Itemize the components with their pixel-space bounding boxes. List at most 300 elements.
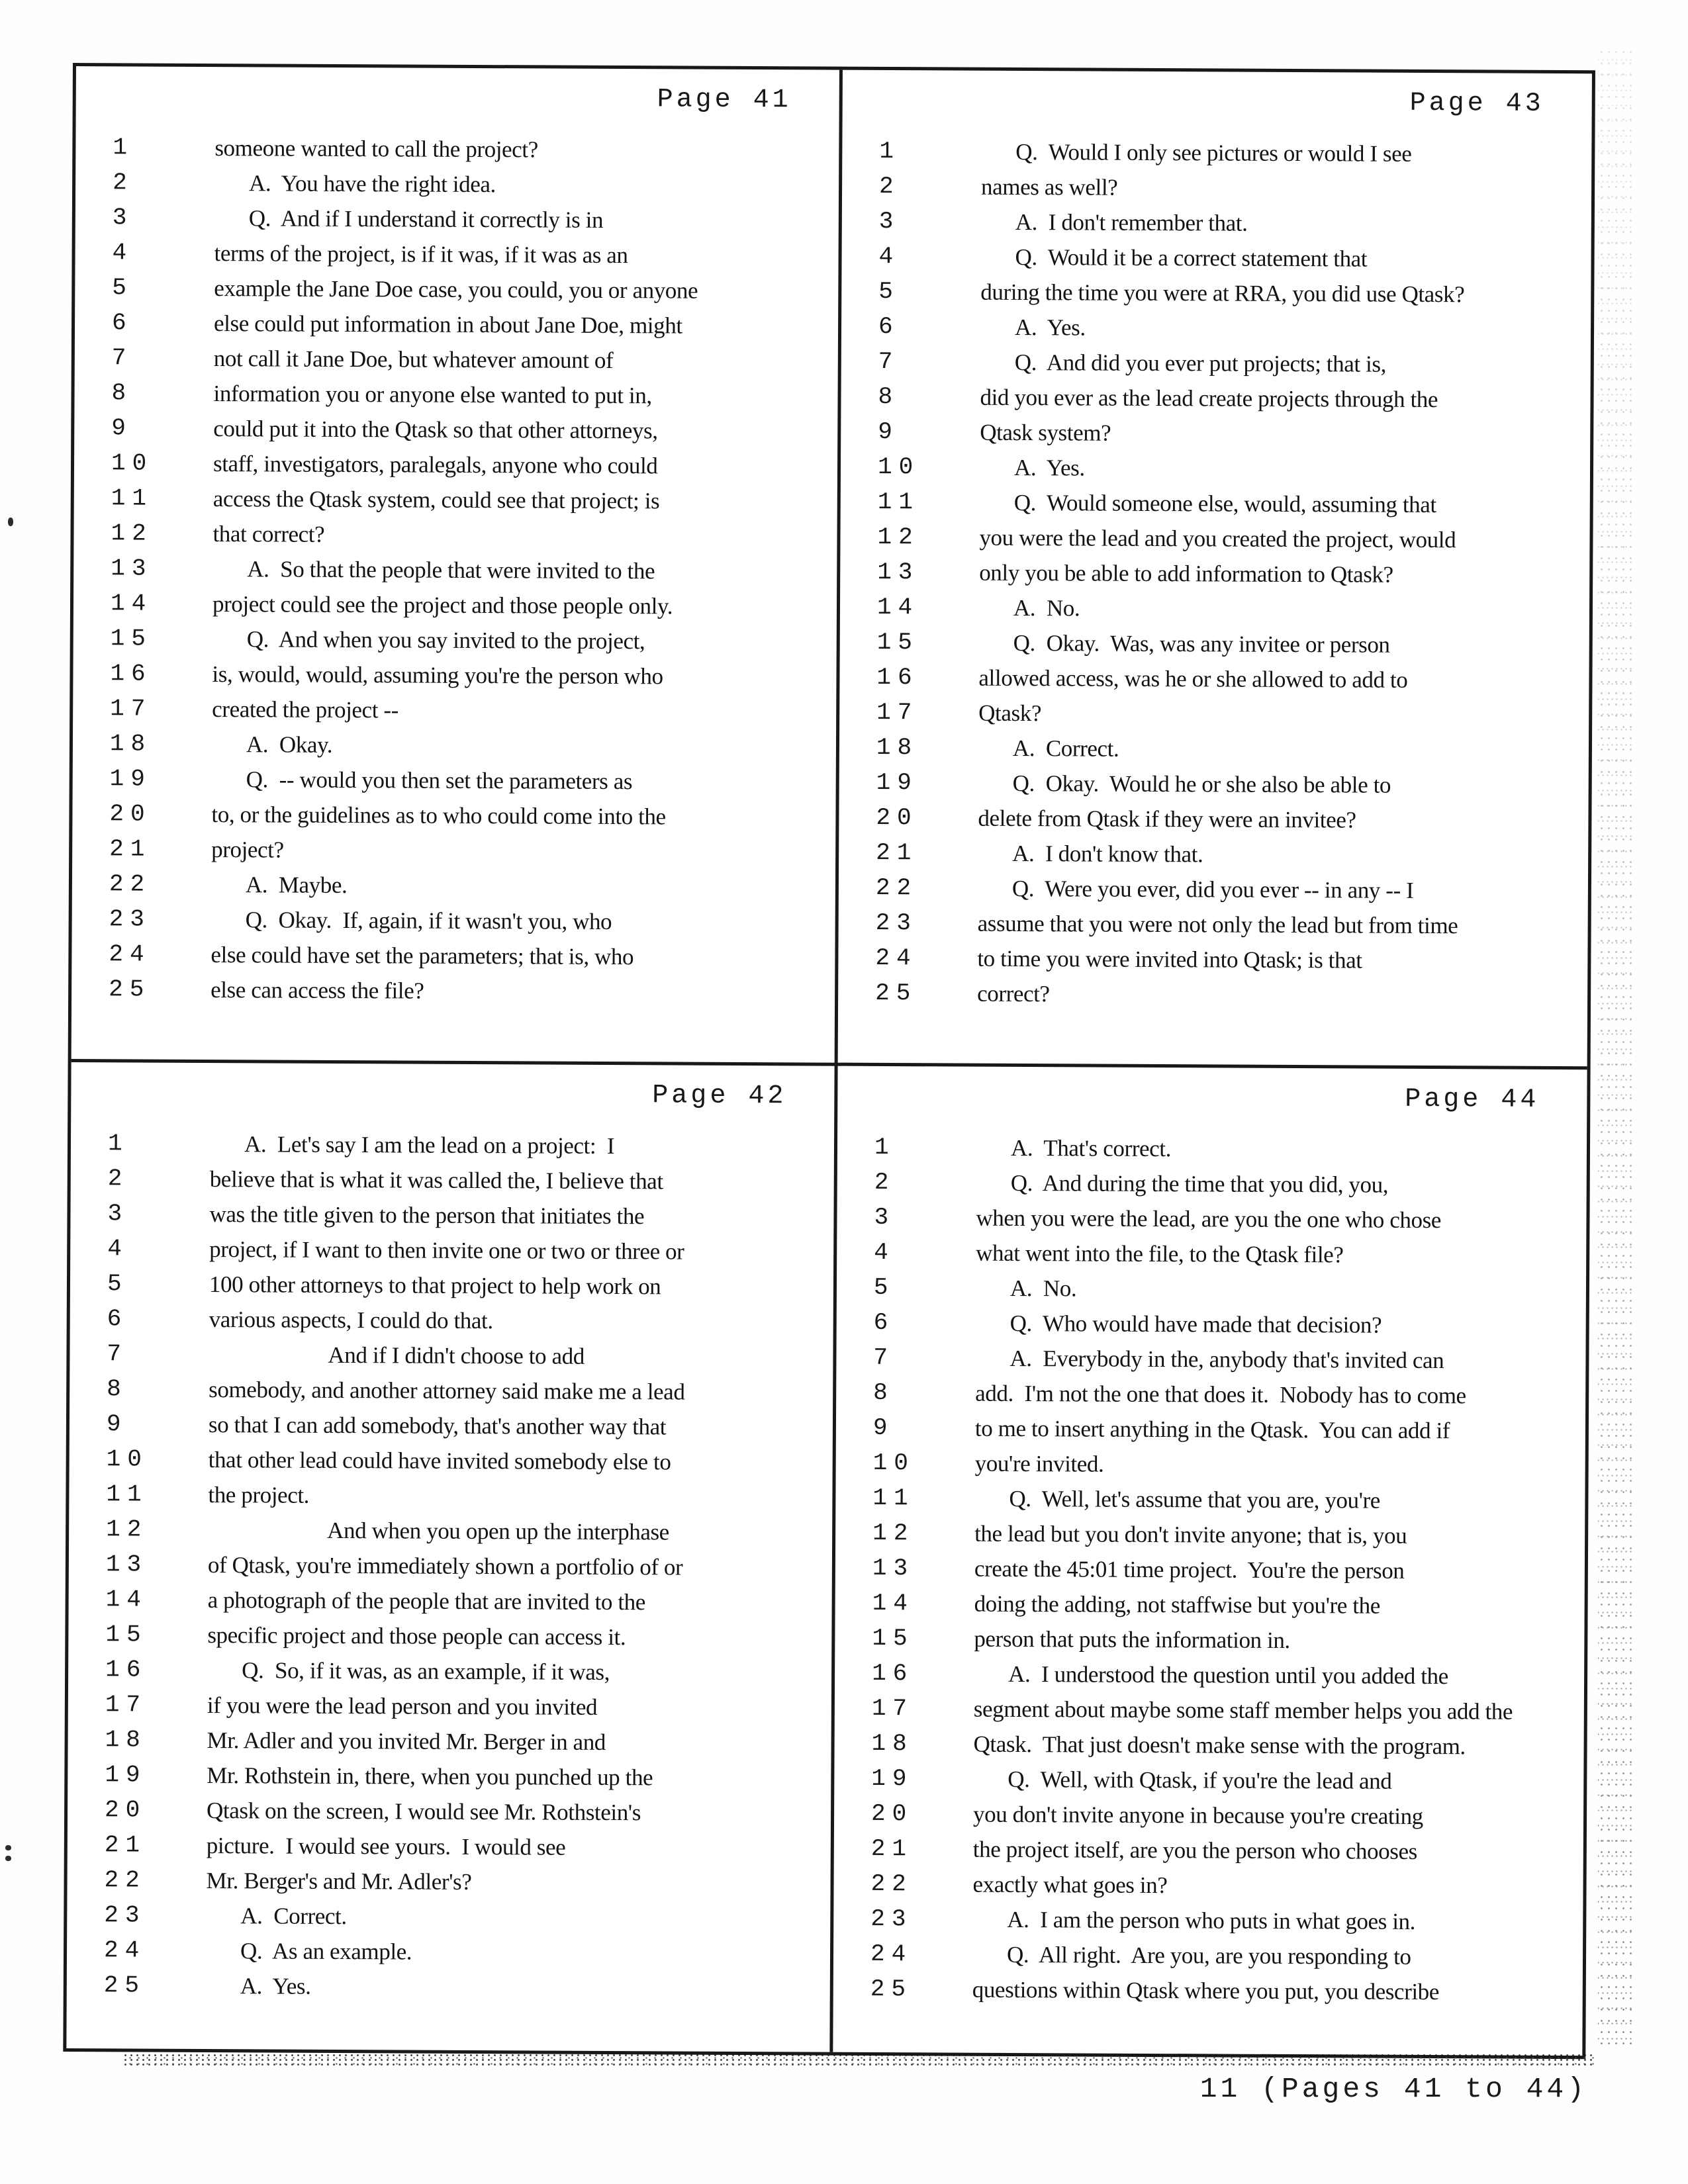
transcript-line — [837, 1235, 1586, 1274]
line-text: And if I didn't choose to add — [328, 1342, 585, 1369]
line-text: A. You have the right idea. — [249, 170, 496, 198]
line-text: A. Let's say I am the lead on a project: I — [244, 1131, 615, 1160]
line-text: you don't invite anyone in because you're creating — [972, 1801, 1423, 1829]
line-text: so that I can add somebody, that's another way that — [208, 1412, 667, 1440]
page-43-label: Page 43 — [1409, 88, 1544, 119]
line-number: 9 — [111, 414, 133, 442]
line-number: 19 — [105, 1761, 147, 1789]
line-text: A. Yes. — [1013, 454, 1085, 481]
line-text: add. I'm not the one that does it. Nobody has to come — [975, 1380, 1466, 1409]
line-text: person that puts the information in. — [974, 1625, 1290, 1654]
transcript-line — [70, 1266, 833, 1305]
line-text: information you or anyone else wanted to put in, — [213, 381, 652, 409]
transcript-line — [836, 1445, 1585, 1484]
line-number: 5 — [107, 1270, 128, 1298]
transcript-line — [70, 1441, 833, 1480]
transcript-line — [72, 901, 835, 940]
line-number: 2 — [107, 1165, 129, 1193]
line-text: when you were the lead, are you the one who chose — [976, 1205, 1442, 1234]
line-text: access the Qtask system, could see that project; is — [212, 486, 660, 514]
transcript-line — [839, 835, 1588, 874]
line-text: that other lead could have invited somebody else to — [208, 1447, 671, 1475]
transcript-line — [69, 1512, 832, 1551]
page-41-label: Page 41 — [657, 85, 792, 116]
line-text: what went into the file, to the Qtask file? — [976, 1240, 1344, 1268]
line-text: Q. As an example. — [240, 1938, 412, 1965]
transcript-line — [836, 1410, 1585, 1449]
line-number: 25 — [109, 976, 151, 1003]
line-number: 6 — [111, 309, 133, 337]
line-number: 7 — [873, 1343, 895, 1372]
line-number: 23 — [104, 1901, 146, 1929]
line-number: 2 — [879, 172, 900, 201]
transcript-line — [68, 1687, 831, 1726]
line-number: 8 — [878, 383, 900, 411]
transcript-line — [834, 1796, 1583, 1835]
transcript-line — [73, 691, 836, 730]
transcript-line — [75, 340, 838, 379]
line-number: 13 — [877, 558, 919, 586]
line-text: allowed access, was he or she allowed to add to — [978, 664, 1408, 693]
line-number: 24 — [109, 940, 151, 968]
scan-noise-right-edge — [1598, 46, 1632, 2045]
transcript-line — [834, 1761, 1583, 1800]
transcript-line — [840, 520, 1589, 559]
line-text: A. Yes. — [240, 1973, 311, 1999]
line-text: project could see the project and those people only. — [212, 591, 673, 619]
transcript-line — [833, 1936, 1583, 1976]
line-number: 12 — [106, 1516, 148, 1543]
line-text: if you were the lead person and you invited — [207, 1692, 598, 1720]
scan-speck — [5, 1845, 11, 1850]
line-number: 19 — [876, 768, 919, 797]
line-number: 10 — [872, 1449, 915, 1477]
line-text: to, or the guidelines as to who could come into the — [211, 801, 666, 830]
transcript-line — [75, 305, 838, 344]
transcript-line — [74, 445, 837, 484]
line-text: delete from Qtask if they were an invitee? — [978, 805, 1356, 833]
transcript-frame — [63, 63, 1595, 2059]
line-number: 25 — [870, 1975, 913, 2003]
line-number: 14 — [105, 1586, 148, 1614]
transcript-line — [72, 866, 835, 905]
line-text: believe that is what it was called the, I believe that — [209, 1166, 663, 1195]
line-number: 4 — [874, 1238, 895, 1267]
line-text: A. So that the people that were invited to the — [247, 556, 655, 584]
line-text: A. No. — [1009, 1275, 1077, 1302]
line-text: A. I don't remember that. — [1015, 208, 1248, 236]
transcript-line — [835, 1480, 1585, 1520]
transcript-line — [839, 870, 1588, 909]
line-number: 3 — [112, 204, 134, 232]
line-number: 20 — [109, 800, 152, 828]
transcript-line — [68, 1722, 831, 1761]
line-number: 20 — [105, 1796, 147, 1824]
page-43-panel — [838, 70, 1592, 1067]
transcript-line — [67, 1897, 830, 1936]
line-text: Q. Were you ever, did you ever -- in any -- I — [1011, 875, 1414, 903]
line-text: specific project and those people can access it. — [207, 1622, 626, 1651]
line-text: Mr. Berger's and Mr. Adler's? — [206, 1868, 472, 1895]
transcript-line — [73, 516, 837, 555]
line-number: 11 — [877, 488, 920, 516]
transcript-line — [68, 1827, 831, 1866]
line-number: 22 — [875, 874, 918, 902]
transcript-line — [841, 274, 1591, 313]
line-text: else could put information in about Jane Doe, might — [213, 310, 682, 339]
line-number: 6 — [878, 312, 900, 341]
line-number: 12 — [877, 523, 919, 551]
line-text: not call it Jane Doe, but whatever amount of — [213, 345, 614, 373]
line-text: names as well? — [981, 173, 1118, 201]
line-number: 15 — [110, 625, 153, 653]
line-number: 22 — [104, 1866, 146, 1894]
line-number: 15 — [105, 1621, 148, 1649]
line-number: 1 — [113, 134, 134, 161]
line-text: questions within Qtask where you put, you describe — [972, 1976, 1440, 2005]
transcript-line — [837, 1200, 1586, 1239]
line-number: 1 — [107, 1130, 129, 1158]
line-number: 14 — [110, 590, 153, 617]
line-text: staff, investigators, paralegals, anyone who could — [212, 451, 658, 479]
transcript-line — [75, 130, 839, 169]
transcript-line — [67, 1968, 830, 2007]
line-text: else can access the file? — [211, 977, 424, 1004]
line-number: 7 — [111, 344, 133, 372]
transcript-line — [840, 625, 1589, 664]
transcript-line — [74, 410, 837, 449]
line-text: A. I am the person who puts in what goes in. — [1007, 1906, 1416, 1934]
transcript-line — [75, 235, 838, 274]
line-text: 100 other attorneys to that project to help work on — [209, 1271, 661, 1300]
transcript-line — [839, 660, 1589, 699]
line-text: Q. Well, let's assume that you are, you're — [1009, 1485, 1381, 1514]
transcript-line — [835, 1691, 1584, 1730]
transcript-line — [75, 165, 839, 204]
line-text: Q. Okay. Would he or she also be able to — [1012, 770, 1391, 798]
line-text: assume that you were not only the lead but from time — [977, 910, 1458, 939]
line-number: 17 — [105, 1691, 148, 1719]
page-41-panel — [71, 66, 839, 1063]
page-44-lines — [833, 1130, 1587, 2011]
line-text: is, would, would, assuming you're the person who — [212, 661, 663, 690]
line-text: create the 45:01 time project. You're the person — [974, 1555, 1405, 1584]
transcript-line — [70, 1301, 833, 1340]
transcript-line — [839, 730, 1589, 769]
line-number: 8 — [873, 1379, 894, 1407]
line-text: And when you open up the interphase — [327, 1517, 669, 1545]
line-text: example the Jane Doe case, you could, you or anyone — [214, 275, 698, 304]
line-text: Qtask? — [978, 700, 1042, 727]
line-number: 12 — [111, 520, 153, 547]
line-number: 18 — [105, 1726, 147, 1754]
transcript-line — [837, 1305, 1586, 1344]
transcript-line — [73, 621, 837, 660]
line-text: of Qtask, you're immediately shown a portfolio of or — [207, 1552, 683, 1580]
line-text: A. Okay. — [246, 731, 333, 758]
page-44-label: Page 44 — [1405, 1084, 1540, 1115]
line-text: created the project -- — [212, 696, 399, 723]
line-number: 19 — [109, 765, 152, 793]
line-text: exactly what goes in? — [972, 1871, 1168, 1899]
line-text: Qtask. That just doesn't make sense with the program. — [973, 1731, 1466, 1760]
line-text: Mr. Rothstein in, there, when you punched up the — [207, 1762, 653, 1791]
transcript-line — [72, 796, 835, 835]
transcript-line — [837, 1270, 1586, 1309]
transcript-line — [833, 1972, 1583, 2011]
transcript-line — [842, 204, 1591, 243]
line-text: to me to insert anything in the Qtask. You can add if — [974, 1415, 1450, 1444]
transcript-line — [841, 484, 1590, 523]
transcript-line — [841, 414, 1590, 453]
line-number: 3 — [107, 1200, 129, 1228]
line-number: 1 — [879, 137, 901, 165]
line-text: you were the lead and you created the project, would — [979, 524, 1456, 553]
line-number: 4 — [878, 242, 900, 271]
line-text: Q. Would it be a correct statement that — [1015, 244, 1368, 272]
transcript-line — [68, 1757, 831, 1796]
line-number: 17 — [110, 695, 152, 723]
line-text: somebody, and another attorney said make me a lead — [209, 1377, 685, 1405]
transcript-line — [835, 1656, 1584, 1695]
line-number: 22 — [109, 870, 152, 898]
line-text: the lead but you don't invite anyone; that is, you — [974, 1520, 1407, 1549]
transcript-line — [73, 586, 837, 625]
line-number: 9 — [106, 1410, 128, 1438]
transcript-line — [70, 1371, 833, 1410]
line-text: Qtask on the screen, I would see Mr. Rothstein's — [207, 1797, 641, 1826]
line-number: 25 — [103, 1972, 146, 1999]
line-number: 10 — [111, 449, 154, 477]
line-text: Qtask system? — [980, 419, 1111, 446]
transcript-line — [70, 1231, 833, 1270]
line-text: else could have set the parameters; that is, who — [211, 942, 634, 970]
line-number: 13 — [111, 555, 153, 582]
line-text: Q. And during the time that you did, you, — [1010, 1169, 1389, 1198]
line-text: you're invited. — [974, 1450, 1104, 1477]
line-text: a photograph of the people that are invited to the — [207, 1587, 646, 1615]
transcript-line — [839, 800, 1588, 839]
transcript-line — [837, 1165, 1587, 1204]
transcript-line — [839, 695, 1589, 734]
line-number: 10 — [877, 453, 920, 481]
line-number: 10 — [106, 1445, 149, 1473]
line-text: A. I understood the question until you added the — [1008, 1661, 1448, 1690]
line-text: did you ever as the lead create projects through the — [980, 384, 1438, 413]
transcript-line — [68, 1792, 831, 1831]
line-number: 23 — [109, 905, 151, 933]
line-number: 13 — [105, 1551, 148, 1578]
line-text: was the title given to the person that initiates the — [209, 1201, 645, 1230]
line-text: terms of the project, is if it was, if it was as an — [214, 240, 628, 269]
line-number: 11 — [872, 1484, 915, 1512]
transcript-line — [74, 375, 837, 414]
transcript-line — [838, 976, 1587, 1015]
transcript-line — [841, 309, 1591, 348]
line-number: 24 — [870, 1940, 913, 1968]
line-text: only you be able to add information to Qtask? — [979, 559, 1393, 588]
transcript-line — [75, 200, 839, 239]
transcript-line — [839, 765, 1589, 804]
transcript-line — [69, 1547, 832, 1586]
line-text: project, if I want to then invite one or two or three or — [209, 1236, 684, 1265]
line-number: 5 — [873, 1273, 895, 1302]
line-text: correct? — [977, 980, 1050, 1007]
transcript-line — [71, 972, 835, 1011]
transcript-line — [67, 1862, 830, 1901]
footer-page-range: 11 (Pages 41 to 44) — [1199, 2073, 1587, 2105]
line-number: 21 — [109, 835, 152, 863]
line-number: 7 — [878, 347, 900, 376]
line-number: 4 — [112, 239, 134, 267]
transcript-line — [71, 1126, 834, 1165]
line-text: Q. Would I only see pictures or would I see — [1015, 138, 1412, 167]
transcript-line — [840, 555, 1589, 594]
line-text: project? — [211, 837, 284, 863]
line-text: to time you were invited into Qtask; is that — [977, 945, 1362, 974]
transcript-line — [69, 1477, 832, 1516]
line-number: 15 — [872, 1624, 914, 1653]
line-text: Q. -- would you then set the parameters as — [246, 766, 633, 795]
line-text: Q. Who would have made that decision? — [1009, 1310, 1382, 1338]
line-text: Q. Well, with Qtask, if you're the lead and — [1008, 1766, 1392, 1794]
line-text: A. Maybe. — [245, 872, 348, 899]
line-number: 16 — [876, 663, 919, 692]
line-number: 21 — [870, 1835, 914, 1863]
transcript-line — [837, 1130, 1587, 1169]
transcript-line — [70, 1406, 833, 1445]
line-number: 7 — [107, 1340, 128, 1368]
transcript-line — [841, 239, 1591, 278]
transcript-line — [842, 134, 1591, 173]
line-number: 11 — [111, 484, 154, 512]
transcript-line — [68, 1652, 831, 1691]
transcript-line — [74, 480, 837, 520]
page-42-lines — [67, 1126, 834, 2007]
line-text: that correct? — [212, 521, 325, 547]
line-number: 14 — [876, 593, 919, 621]
line-text: Q. And when you say invited to the project, — [246, 626, 645, 655]
line-number: 24 — [875, 944, 917, 972]
line-text: A. Correct. — [1012, 735, 1119, 762]
line-number: 9 — [872, 1414, 894, 1442]
transcript-line — [841, 449, 1590, 488]
line-number: 18 — [876, 733, 919, 762]
transcript-line — [835, 1551, 1585, 1590]
transcript-line — [836, 1340, 1585, 1379]
transcript-line — [842, 169, 1591, 208]
line-text: Q. And if I understand it correctly is in — [248, 205, 604, 233]
line-text: A. Correct. — [240, 1903, 347, 1930]
line-number: 14 — [872, 1589, 914, 1617]
line-number: 20 — [876, 803, 918, 832]
transcript-line — [835, 1516, 1585, 1555]
line-number: 3 — [878, 207, 900, 236]
line-number: 18 — [871, 1729, 914, 1758]
scan-speck — [8, 518, 13, 526]
line-number: 21 — [104, 1831, 147, 1859]
line-number: 8 — [107, 1375, 128, 1403]
line-text: A. No. — [1013, 594, 1080, 621]
line-number: 23 — [875, 909, 917, 937]
transcript-line — [75, 270, 838, 309]
line-text: Q. And did you ever put projects; that is, — [1014, 349, 1387, 377]
line-text: A. Everybody in the, anybody that's invited can — [1009, 1345, 1444, 1374]
line-text: Q. Okay. Was, was any invitee or person — [1013, 629, 1390, 658]
transcript-line — [73, 656, 836, 695]
line-number: 16 — [872, 1659, 914, 1688]
line-text: segment about maybe some staff member helps you add the — [973, 1696, 1513, 1725]
line-number: 11 — [106, 1480, 148, 1508]
transcript-line — [71, 1161, 834, 1200]
line-text: A. That's correct. — [1010, 1134, 1172, 1162]
line-text: picture. I would see yours. I would see — [206, 1833, 566, 1860]
line-number: 2 — [113, 169, 134, 197]
line-number: 16 — [105, 1656, 148, 1684]
transcript-line — [73, 551, 837, 590]
transcript-line — [841, 344, 1591, 383]
line-number: 24 — [103, 1936, 146, 1964]
line-text: doing the adding, not staffwise but you're the — [974, 1590, 1380, 1619]
line-text: various aspects, I could do that. — [209, 1306, 493, 1334]
line-number: 12 — [872, 1519, 915, 1547]
line-text: the project. — [208, 1482, 310, 1508]
line-number: 23 — [870, 1905, 913, 1933]
line-text: Q. All right. Are you, are you responding to — [1006, 1941, 1411, 1970]
transcript-line — [834, 1726, 1583, 1765]
line-number: 5 — [878, 277, 900, 306]
line-text: A. I don't know that. — [1012, 840, 1203, 868]
transcript-line — [836, 1375, 1585, 1414]
line-number: 19 — [871, 1764, 914, 1793]
line-number: 8 — [111, 379, 133, 407]
transcript-line — [834, 1831, 1583, 1870]
line-text: during the time you were at RRA, you did use Qtask? — [980, 279, 1465, 308]
transcript-line — [70, 1196, 833, 1235]
page-42-panel — [66, 1062, 834, 2052]
transcript-line — [835, 1621, 1584, 1660]
line-number: 16 — [110, 660, 152, 688]
line-text: could put it into the Qtask so that other attorneys, — [213, 416, 658, 444]
line-text: A. Yes. — [1014, 314, 1086, 341]
transcript-line — [833, 1866, 1583, 1905]
line-number: 15 — [876, 628, 919, 657]
transcript-line — [68, 1617, 831, 1656]
line-text: the project itself, are you the person who chooses — [972, 1836, 1417, 1864]
transcript-line — [840, 590, 1589, 629]
transcript-line — [841, 379, 1590, 418]
line-text: someone wanted to call the project? — [214, 135, 538, 163]
line-number: 3 — [874, 1203, 896, 1232]
line-text: Q. Okay. If, again, if it wasn't you, who — [245, 907, 612, 934]
transcript-line — [73, 761, 836, 800]
line-number: 25 — [875, 979, 917, 1007]
line-number: 1 — [874, 1133, 896, 1161]
page-42-label: Page 42 — [652, 1081, 787, 1112]
line-number: 13 — [872, 1554, 915, 1582]
line-number: 6 — [873, 1308, 895, 1337]
page-43-lines — [838, 134, 1591, 1015]
page-41-lines — [71, 130, 839, 1011]
line-text: Mr. Adler and you invited Mr. Berger in and — [207, 1727, 606, 1755]
line-number: 9 — [878, 418, 899, 446]
transcript-line — [67, 1933, 830, 1972]
line-number: 4 — [107, 1235, 128, 1263]
transcript-line — [839, 905, 1588, 944]
line-number: 5 — [112, 274, 134, 302]
line-number: 21 — [876, 839, 918, 867]
line-number: 22 — [870, 1870, 913, 1898]
